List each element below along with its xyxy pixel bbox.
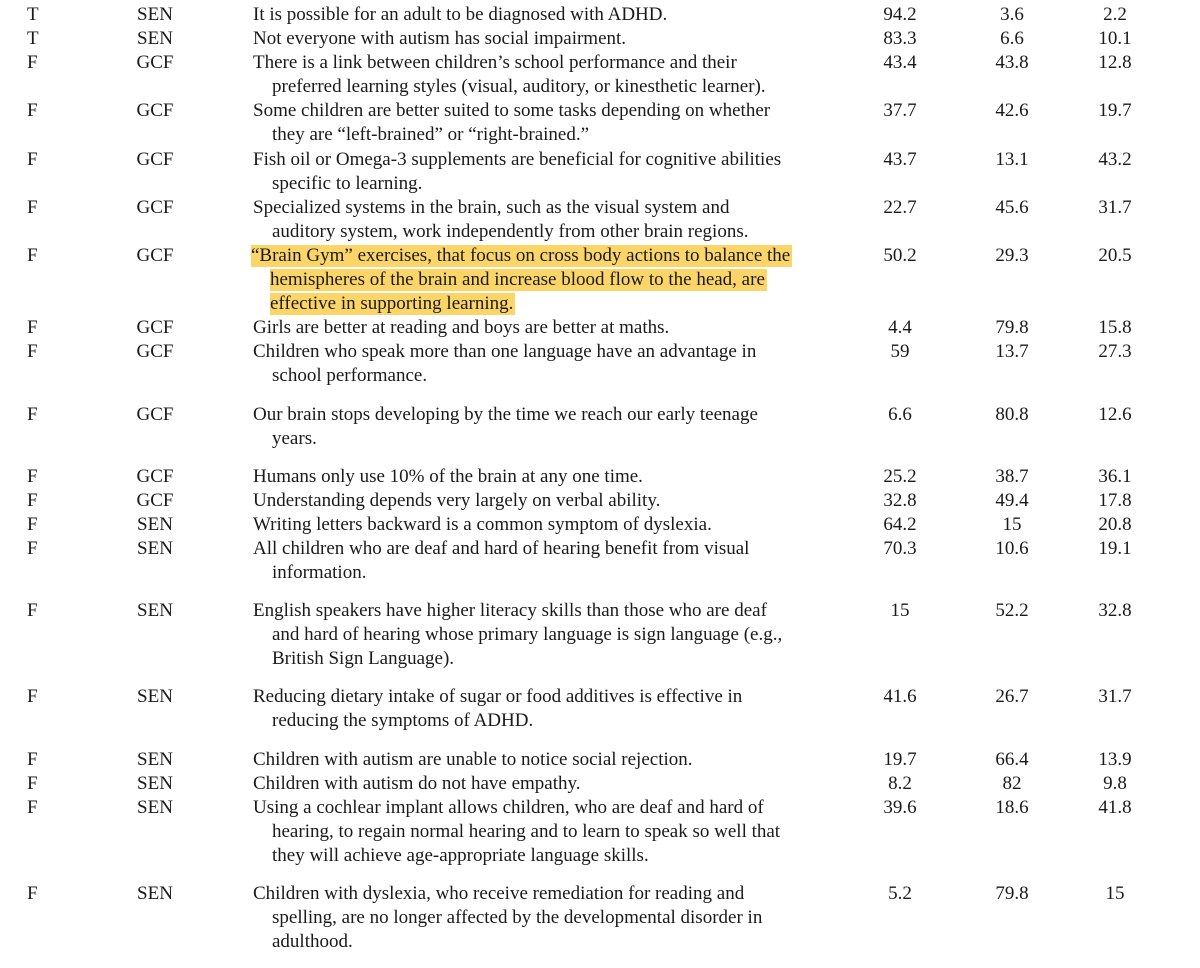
statement-text: All children who are deaf and hard of hearing benefit from visual [253,537,750,559]
category-cell: SEN [137,748,173,770]
true-false-cell: F [27,403,38,425]
value-unsure-cell: 19.1 [1098,537,1132,559]
category-cell: SEN [137,772,173,794]
value-disagree-cell: 29.3 [995,244,1029,266]
value-agree-cell: 39.6 [883,796,917,818]
value-disagree-cell: 66.4 [995,748,1029,770]
statement-cell [253,599,853,671]
statement-text: auditory system, work independently from other brain regions. [272,220,749,242]
statement-cell [253,244,853,316]
category-cell: GCF [136,341,174,363]
value-unsure-cell: 27.3 [1098,341,1132,363]
table-row [0,882,1200,968]
statement-line [253,709,853,733]
value-unsure-cell: 41.8 [1098,796,1132,818]
value-disagree-cell: 15 [1002,513,1022,535]
table-row [0,489,1200,513]
category-cell: GCF [136,52,174,74]
table-row [0,196,1200,244]
statement-line [253,123,853,147]
statement-text: and hard of hearing whose primary language is sign language (e.g., [272,624,783,646]
statement-cell [253,513,853,537]
statement-cell [253,340,853,388]
value-unsure-cell: 10.1 [1098,28,1132,50]
value-unsure-cell: 2.2 [1103,4,1127,25]
statement-line [253,561,853,585]
statement-line [253,685,853,709]
statement-text: specific to learning. [272,172,423,194]
category-cell: GCF [136,403,174,425]
value-disagree-cell: 26.7 [995,686,1029,708]
value-unsure-cell: 43.2 [1098,148,1132,170]
statement-line [253,172,853,196]
statement-text: Using a cochlear implant allows children, who are deaf and hard of [253,796,764,818]
category-cell: SEN [137,513,173,535]
value-unsure-cell: 20.8 [1098,513,1132,535]
statement-text: they will achieve age-appropriate language skills. [272,844,649,866]
statement-text: preferred learning styles (visual, auditory, or kinesthetic learner). [272,76,766,98]
statement-cell [253,403,853,451]
value-disagree-cell: 49.4 [995,489,1029,511]
table-row [0,51,1200,99]
value-agree-cell: 43.7 [883,148,917,170]
statement-text: English speakers have higher literacy skills than those who are deaf [253,600,767,622]
value-agree-cell: 19.7 [883,748,917,770]
statement-text: There is a link between children’s school performance and their [253,52,737,74]
true-false-cell: F [27,317,38,339]
statement-line [253,465,853,489]
table-row [0,796,1200,882]
statement-text: Our brain stops developing by the time we reach our early teenage [253,403,758,425]
highlighted-text: effective in supporting learning. [270,292,514,314]
category-cell: SEN [137,686,173,708]
value-unsure-cell: 15.8 [1098,317,1132,339]
value-disagree-cell: 52.2 [995,600,1029,622]
statement-cell [253,51,853,99]
value-unsure-cell: 31.7 [1098,686,1132,708]
statement-line [253,513,853,537]
statement-line [253,427,853,451]
table-row [0,403,1200,465]
value-disagree-cell: 13.1 [995,148,1029,170]
statement-text: Children who speak more than one language have an advantage in [253,341,757,363]
statement-line [253,220,853,244]
statement-cell [253,748,853,772]
category-cell: SEN [137,28,173,50]
statement-line [253,403,853,427]
true-false-cell: F [27,244,38,266]
statement-cell [253,882,853,954]
statement-line [253,75,853,99]
statement-line [253,196,853,220]
statement-cell [253,148,853,196]
true-false-cell: F [27,796,38,818]
statement-line [253,268,853,292]
statement-line [253,599,853,623]
statement-line [253,844,853,868]
value-unsure-cell: 19.7 [1098,100,1132,122]
value-unsure-cell: 20.5 [1098,244,1132,266]
statement-text: Understanding depends very largely on verbal ability. [253,489,661,511]
table-row [0,27,1200,51]
category-cell: SEN [137,796,173,818]
value-disagree-cell: 13.7 [995,341,1029,363]
statement-cell [253,316,853,340]
value-disagree-cell: 82 [1002,772,1022,794]
value-disagree-cell: 10.6 [995,537,1029,559]
value-disagree-cell: 38.7 [995,465,1029,487]
statement-cell [253,3,853,27]
value-agree-cell: 50.2 [883,244,917,266]
true-false-cell: F [27,772,38,794]
true-false-cell: F [27,883,38,905]
value-unsure-cell: 9.8 [1103,772,1127,794]
table-row [0,99,1200,147]
table-row [0,316,1200,340]
value-agree-cell: 59 [890,341,910,363]
statement-line [253,796,853,820]
statement-line [253,748,853,772]
statement-text: Humans only use 10% of the brain at any one time. [253,465,643,487]
value-agree-cell: 4.4 [888,317,912,339]
statement-cell [253,465,853,489]
value-unsure-cell: 17.8 [1098,489,1132,511]
statement-line [253,623,853,647]
statement-line [253,364,853,388]
statement-line [253,292,853,316]
neuromyths-table [0,3,1200,968]
statement-text: Children with dyslexia, who receive remediation for reading and [253,883,745,905]
statement-line [253,820,853,844]
true-false-cell: F [27,52,38,74]
value-disagree-cell: 79.8 [995,883,1029,905]
statement-text: British Sign Language). [272,648,455,670]
statement-text: It is possible for an adult to be diagnosed with ADHD. [253,4,668,25]
value-unsure-cell: 15 [1105,883,1125,905]
statement-text: they are “left-brained” or “right-brained.” [272,124,590,146]
statement-line [253,647,853,671]
true-false-cell: F [27,600,38,622]
true-false-cell: F [27,148,38,170]
statement-line [253,51,853,75]
category-cell: SEN [137,537,173,559]
statement-text: information. [272,561,367,583]
statement-cell [253,537,853,585]
table-row [0,340,1200,402]
value-unsure-cell: 13.9 [1098,748,1132,770]
true-false-cell: F [27,489,38,511]
category-cell: SEN [137,600,173,622]
statement-text: Reducing dietary intake of sugar or food additives is effective in [253,686,743,708]
value-disagree-cell: 42.6 [995,100,1029,122]
value-unsure-cell: 32.8 [1098,600,1132,622]
value-unsure-cell: 31.7 [1098,196,1132,218]
statement-text: Girls are better at reading and boys are better at maths. [253,317,670,339]
value-agree-cell: 22.7 [883,196,917,218]
statement-line [253,882,853,906]
statement-line [253,27,853,51]
true-false-cell: F [27,465,38,487]
true-false-cell: F [27,196,38,218]
table-row [0,3,1200,27]
statement-line [253,244,853,268]
value-agree-cell: 6.6 [888,403,912,425]
statement-text: Some children are better suited to some tasks depending on whether [253,100,771,122]
value-disagree-cell: 45.6 [995,196,1029,218]
value-agree-cell: 83.3 [883,28,917,50]
value-agree-cell: 70.3 [883,537,917,559]
table-row [0,537,1200,599]
category-cell: GCF [136,317,174,339]
category-cell: GCF [136,244,174,266]
table-row [0,599,1200,685]
value-disagree-cell: 6.6 [1000,28,1024,50]
statement-text: Writing letters backward is a common symptom of dyslexia. [253,513,712,535]
category-cell: GCF [136,489,174,511]
value-unsure-cell: 36.1 [1098,465,1132,487]
true-false-cell: F [27,748,38,770]
table-row [0,685,1200,747]
true-false-cell: F [27,341,38,363]
category-cell: SEN [137,4,173,25]
value-agree-cell: 25.2 [883,465,917,487]
value-agree-cell: 15 [890,600,910,622]
category-cell: GCF [136,196,174,218]
value-disagree-cell: 80.8 [995,403,1029,425]
statement-text: reducing the symptoms of ADHD. [272,710,534,732]
statement-text: school performance. [272,365,428,387]
statement-cell [253,196,853,244]
value-agree-cell: 41.6 [883,686,917,708]
value-agree-cell: 8.2 [888,772,912,794]
statement-cell [253,685,853,733]
value-agree-cell: 5.2 [888,883,912,905]
statement-text: spelling, are no longer affected by the developmental disorder in [272,907,763,929]
statement-text: Fish oil or Omega-3 supplements are beneficial for cognitive abilities [253,148,782,170]
table-row [0,244,1200,316]
table-row [0,748,1200,772]
statement-text: adulthood. [272,931,353,953]
statement-line [253,340,853,364]
statement-line [253,906,853,930]
statement-line [253,316,853,340]
statement-line [253,930,853,954]
true-false-cell: F [27,513,38,535]
statement-text: Not everyone with autism has social impairment. [253,28,627,50]
statement-line [253,99,853,123]
value-agree-cell: 37.7 [883,100,917,122]
table-row [0,772,1200,796]
statement-line [253,537,853,561]
true-false-cell: F [27,100,38,122]
statement-line [253,148,853,172]
value-agree-cell: 32.8 [883,489,917,511]
highlighted-text: hemispheres of the brain and increase blood flow to the head, are [270,268,765,290]
statement-line [253,772,853,796]
statement-line [253,489,853,513]
value-unsure-cell: 12.8 [1098,52,1132,74]
statement-cell [253,99,853,147]
statement-cell [253,27,853,51]
value-disagree-cell: 3.6 [1000,4,1024,25]
true-false-cell: F [27,686,38,708]
statement-text: Children with autism are unable to notice social rejection. [253,748,693,770]
value-agree-cell: 64.2 [883,513,917,535]
value-disagree-cell: 18.6 [995,796,1029,818]
statement-line [253,3,853,27]
highlighted-text: “Brain Gym” exercises, that focus on cross body actions to balance the [251,244,791,266]
value-disagree-cell: 43.8 [995,52,1029,74]
category-cell: GCF [136,465,174,487]
table-row [0,465,1200,489]
value-unsure-cell: 12.6 [1098,403,1132,425]
value-disagree-cell: 79.8 [995,317,1029,339]
category-cell: SEN [137,883,173,905]
table-row [0,148,1200,196]
statement-cell [253,489,853,513]
value-agree-cell: 94.2 [883,4,917,25]
statement-text: hearing, to regain normal hearing and to learn to speak so well that [272,820,781,842]
statement-text: years. [272,427,317,449]
statement-cell [253,772,853,796]
value-agree-cell: 43.4 [883,52,917,74]
category-cell: GCF [136,100,174,122]
category-cell: GCF [136,148,174,170]
statement-cell [253,796,853,868]
true-false-cell: T [27,4,39,25]
statement-text: Specialized systems in the brain, such as the visual system and [253,196,730,218]
true-false-cell: F [27,537,38,559]
true-false-cell: T [27,28,39,50]
table-row [0,513,1200,537]
statement-text: Children with autism do not have empathy. [253,772,581,794]
